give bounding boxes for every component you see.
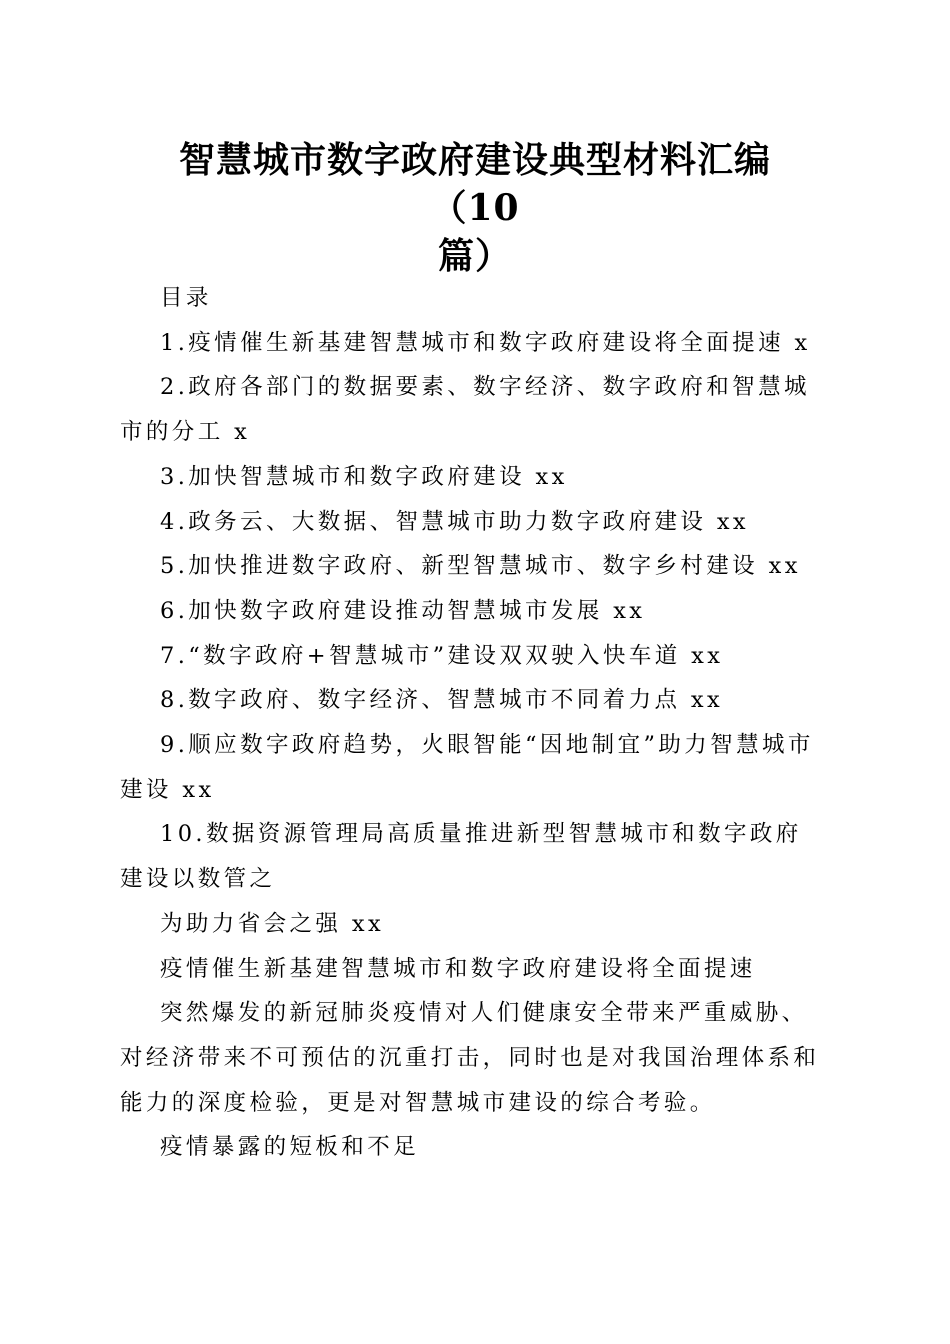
- section-heading: 疫情催生新基建智慧城市和数字政府建设将全面提速: [160, 955, 756, 982]
- toc-item-8: 8.数字政府、数字经济、智慧城市不同着力点 xx: [160, 687, 724, 714]
- title-line-2: 篇）: [437, 235, 512, 277]
- toc-item-9: 9.顺应数字政府趋势，火眼智能“因地制宜”助力智慧城市建设 xx: [120, 732, 814, 803]
- toc-heading: 目录: [160, 285, 212, 311]
- toc-item-5: 5.加快推进数字政府、新型智慧城市、数字乡村建设 xx: [160, 553, 801, 580]
- paragraph-1: 突然爆发的新冠肺炎疫情对人们健康安全带来严重威胁、对经济带来不可预估的沉重打击，同时也是对我国治理体系和能力的深度检验，更是对智慧城市建设的综合考验。: [120, 1000, 820, 1116]
- toc-item-1: 1.疫情催生新基建智慧城市和数字政府建设将全面提速 x: [160, 329, 811, 356]
- document-body: [120, 276, 825, 1170]
- document-title: [140, 136, 810, 280]
- subheading: 疫情暴露的短板和不足: [160, 1134, 420, 1161]
- toc-item-6: 6.加快数字政府建设推动智慧城市发展 xx: [160, 597, 646, 624]
- toc-item-10-continuation: 为助力省会之强 xx: [160, 910, 385, 937]
- toc-item-2: 2.政府各部门的数据要素、数字经济、数字政府和智慧城市的分工 x: [120, 374, 810, 446]
- toc-item-4: 4.政务云、大数据、智慧城市助力数字政府建设 xx: [160, 508, 749, 535]
- toc-item-10: 10.数据资源管理局高质量推进新型智慧城市和数字政府建设以数管之: [120, 821, 802, 893]
- toc-item-7: 7.“数字政府+智慧城市”建设双双驶入快车道 xx: [160, 642, 724, 669]
- title-line-1: 智慧城市数字政府建设典型材料汇编（10: [178, 139, 771, 229]
- toc-item-3: 3.加快智慧城市和数字政府建设 xx: [160, 463, 568, 490]
